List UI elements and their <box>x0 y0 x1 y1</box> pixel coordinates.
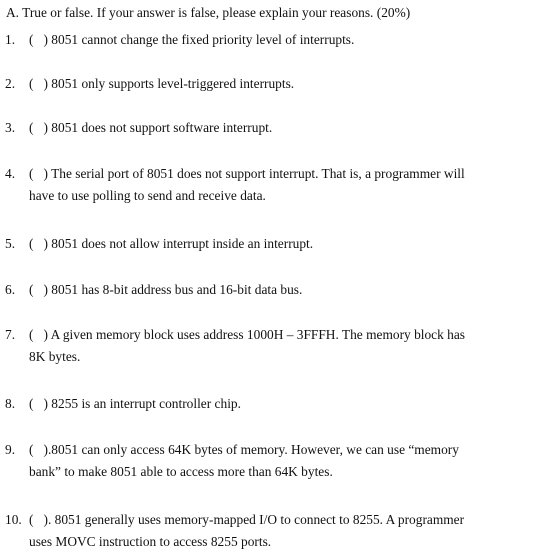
question-text-line: ( ) 8051 does not allow interrupt inside an interrupt. <box>29 236 314 251</box>
question-6 <box>5 279 533 301</box>
question-text-line: bank” to make 8051 able to access more than 64K bytes. <box>29 464 333 479</box>
question-text-line: ( ) The serial port of 8051 does not support interrupt. That is, a programmer will <box>29 166 465 181</box>
question-7 <box>5 324 533 368</box>
question-number: 2. <box>5 76 16 91</box>
question-number: 5. <box>5 236 16 251</box>
question-text-line: uses MOVC instruction to access 8255 ports. <box>29 534 272 549</box>
question-number: 6. <box>5 282 16 297</box>
question-text-line: ( ) 8051 has 8-bit address bus and 16-bit data bus. <box>29 282 303 297</box>
question-text-line: have to use polling to send and receive data. <box>29 188 266 203</box>
question-number: 10. <box>5 512 22 527</box>
question-text-line: 8K bytes. <box>29 349 81 364</box>
question-4 <box>5 163 533 207</box>
question-number: 1. <box>5 32 16 47</box>
question-number: 9. <box>5 442 16 457</box>
question-5 <box>5 233 533 255</box>
question-number: 3. <box>5 120 16 135</box>
question-text-line: ( ) 8051 only supports level-triggered interrupts. <box>29 76 295 91</box>
question-3 <box>5 117 533 139</box>
question-text-line: ( ) 8051 does not support software interrupt. <box>29 120 273 135</box>
question-number: 8. <box>5 396 16 411</box>
question-text-line: ( ) A given memory block uses address 1000H – 3FFFH. The memory block has <box>29 327 466 342</box>
question-number: 4. <box>5 166 16 181</box>
question-10 <box>5 509 533 553</box>
question-8 <box>5 393 533 415</box>
section-heading: A. True or false. If your answer is false, please explain your reasons. (20%) <box>6 5 411 20</box>
question-text-line: ( ). 8051 generally uses memory-mapped I/O to connect to 8255. A programmer <box>29 512 465 527</box>
question-text-line: ( ) 8051 cannot change the fixed priority level of interrupts. <box>29 32 355 47</box>
question-1 <box>5 29 533 51</box>
question-text-line: ( ).8051 can only access 64K bytes of memory. However, we can use “memory <box>29 442 459 457</box>
question-text-line: ( ) 8255 is an interrupt controller chip. <box>29 396 241 411</box>
question-9 <box>5 439 533 483</box>
question-number: 7. <box>5 327 16 342</box>
question-2 <box>5 73 533 95</box>
